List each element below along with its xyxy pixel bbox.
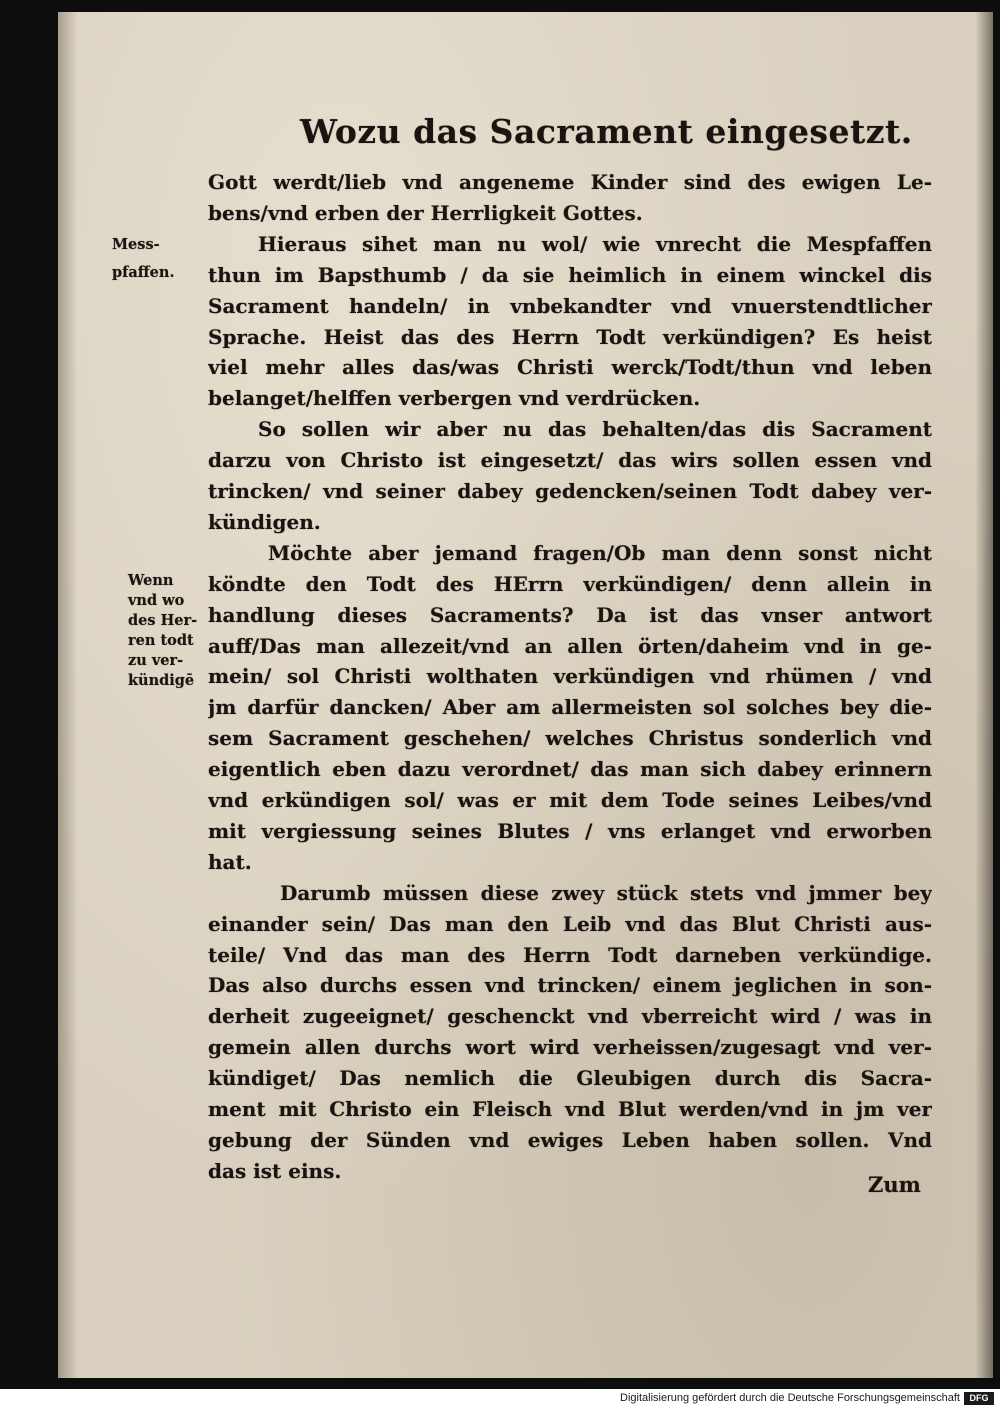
body-line: So sollen wir aber nu das behalten/das dis Sacrament (258, 417, 932, 441)
body-line: sem Sacrament geschehen/ welches Christus sonderlich vnd (208, 726, 932, 750)
margin-note-line: Wenn (128, 572, 174, 589)
body-line: Darumb müssen diese zwey stück stets vnd jmmer bey (280, 881, 932, 905)
body-line: Das also durchs essen vnd trincken/ einem jeglichen in son- (208, 973, 932, 997)
body-line: mein/ sol Christi wolthaten verkündigen vnd rhümen / vnd (208, 664, 932, 688)
body-line: eigentlich eben dazu verordnet/ das man sich dabey erinnern (208, 757, 932, 781)
margin-note-line: pfaffen. (112, 264, 175, 281)
body-line: derheit zugeeignet/ geschenckt vnd vberreicht wird / was in (208, 1004, 932, 1028)
margin-note-line: des Her- (128, 612, 198, 629)
footer-credit: Digitalisierung gefördert durch die Deutsche Forschungsgemeinschaft (620, 1392, 960, 1404)
body-line: trincken/ vnd seiner dabey gedencken/seinen Todt dabey ver- (208, 479, 932, 503)
body-line: bens/vnd erben der Herrligkeit Gottes. (208, 201, 643, 225)
body-line: köndte den Todt des HErrn verkündigen/ denn allein in (208, 572, 932, 596)
body-line: einander sein/ Das man den Leib vnd das Blut Christi aus- (208, 912, 932, 936)
body-line: Hieraus sihet man nu wol/ wie vnrecht die Mespfaffen (258, 232, 932, 256)
body-line: thun im Bapsthumb / da sie heimlich in einem winckel dis (208, 263, 932, 287)
margin-note-line: kündigē (128, 672, 195, 689)
body-line: gemein allen durchs wort wird verheissen/zugesagt vnd ver- (208, 1035, 932, 1059)
body-line: gebung der Sünden vnd ewiges Leben haben sollen. Vnd (208, 1128, 932, 1152)
margin-note-line: zu ver- (128, 652, 184, 669)
margin-note-line: vnd wo (128, 592, 185, 609)
body-line: mit vergiessung seines Blutes / vns erlanget vnd erworben (208, 819, 932, 843)
catchword: Zum (868, 1172, 921, 1197)
body-line: Möchte aber jemand fragen/Ob man denn sonst nicht (268, 541, 932, 565)
body-line: Gott werdt/lieb vnd angeneme Kinder sind des ewigen Le- (208, 170, 932, 194)
body-line: hat. (208, 850, 252, 874)
page-gutter-shadow (58, 12, 78, 1378)
body-line: darzu von Christo ist eingesetzt/ das wirs sollen essen vnd (208, 448, 932, 472)
dfg-logo: DFG (964, 1392, 994, 1405)
margin-note-line: ren todt (128, 632, 194, 649)
body-line: Sacrament handeln/ in vnbekandter vnd vnuerstendtlicher (208, 294, 932, 318)
page-heading: Wozu das Sacrament eingesetzt. (300, 112, 913, 151)
body-line: belanget/helffen verbergen vnd verdrücken. (208, 386, 701, 410)
body-line: vnd erkündigen sol/ was er mit dem Tode seines Leibes/vnd (208, 788, 932, 812)
body-line: auff/Das man allezeit/vnd an allen örten/daheim vnd in ge- (208, 634, 932, 658)
page-edge-shadow (975, 12, 993, 1378)
body-line: ment mit Christo ein Fleisch vnd Blut werden/vnd in jm ver (208, 1097, 932, 1121)
margin-note-line: Mess- (112, 236, 160, 253)
body-line: handlung dieses Sacraments? Da ist das vnser antwort (208, 603, 932, 627)
body-line: das ist eins. (208, 1159, 342, 1183)
body-line: Sprache. Heist das des Herrn Todt verkündigen? Es heist (208, 325, 932, 349)
body-line: teile/ Vnd das man des Herrn Todt darneben verkündige. (208, 943, 932, 967)
body-line: kündigen. (208, 510, 321, 534)
body-line: jm darfür dancken/ Aber am allermeisten sol solches bey die- (208, 695, 932, 719)
body-line: viel mehr alles das/was Christi werck/Todt/thun vnd leben (208, 355, 932, 379)
body-line: kündiget/ Das nemlich die Gleubigen durch dis Sacra- (208, 1066, 932, 1090)
